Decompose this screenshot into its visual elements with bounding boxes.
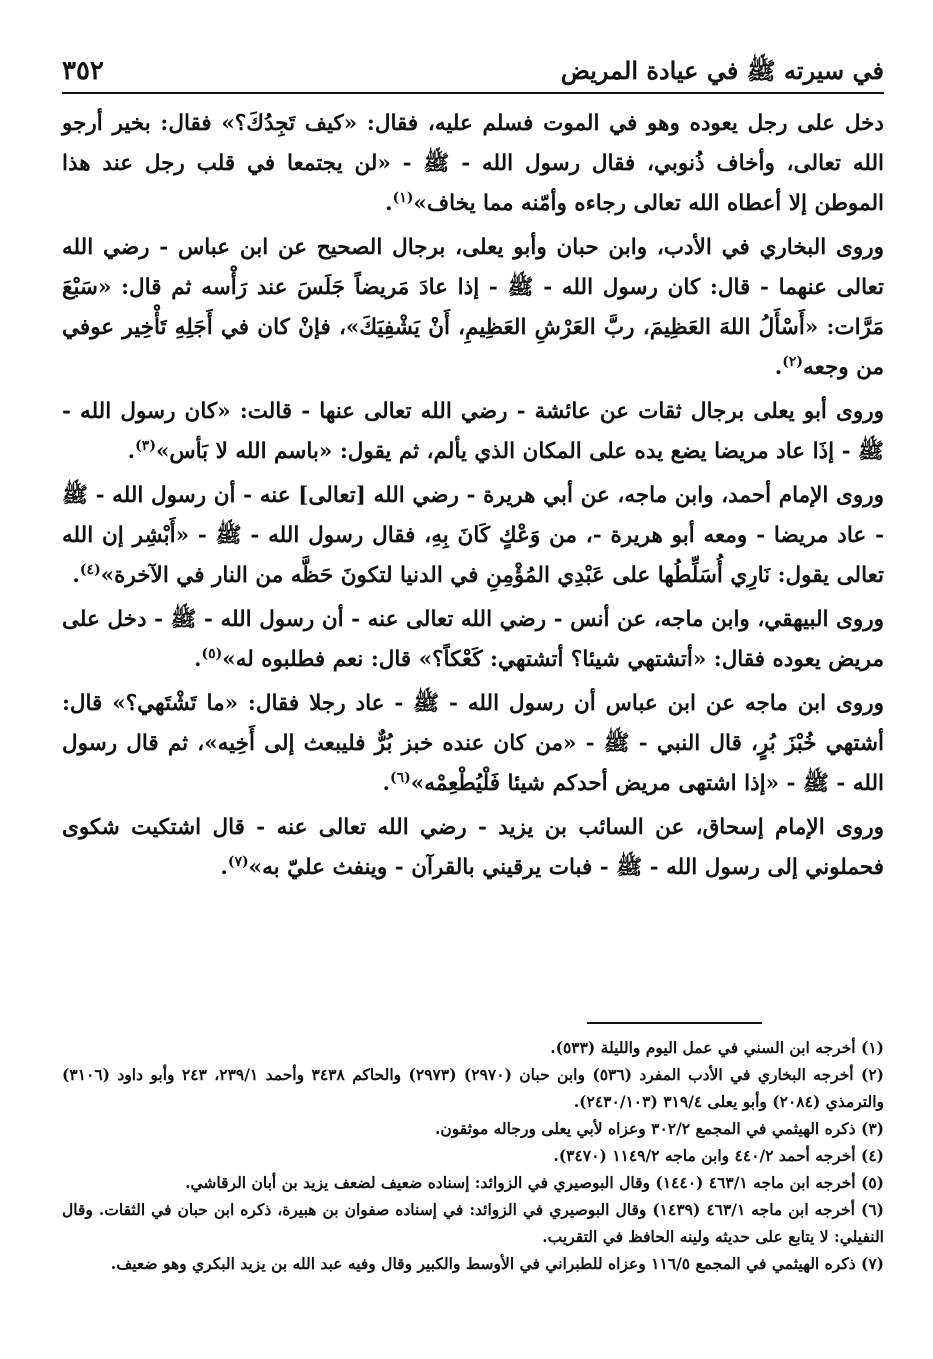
footnotes xyxy=(62,1034,884,1277)
paragraph-text: وروى الإمام إسحاق، عن السائب بن يزيد - رضي الله تعالى عنه - قال اشتكيت شكوى فحملوني إلى رسول الله - ﷺ - فبات يرقيني بالقرآن - وينفث عليّ به» xyxy=(62,815,884,880)
running-title: في سيرته ﷺ في عيادة المريض xyxy=(560,56,884,85)
paragraph-5 xyxy=(62,600,884,680)
paragraph-end: . xyxy=(220,855,228,880)
footnote-5: (٥) أخرجه ابن ماجه ٤٦٣/١ (١٤٤٠) وقال البوصيري في الزوائد: إسناده ضعيف لضعف يزيد بن أبان الرقاشي. xyxy=(185,1173,884,1192)
paragraph-text: وروى الإمام أحمد، وابن ماجه، عن أبي هريرة - رضي الله [تعالى] عنه - أن رسول الله - ﷺ - عاد مريضا - ومعه أبو هريرة -، من وَعْكٍ كَانَ بِهِ، فقال رسول الله - ﷺ - «أَبْشِر إن الله تعالى يقول: نَارِي أُسَلِّطُها على عَبْدِي المُؤْمِنِ في الدنيا لتكونَ حَظَّه من النار في الآخرة» xyxy=(62,483,884,588)
paragraph-6 xyxy=(62,684,884,804)
paragraph-end: . xyxy=(194,647,202,672)
paragraph-2 xyxy=(62,228,884,388)
footnote-ref: (٢) xyxy=(782,353,804,370)
footnote-4: (٤) أخرجه أحمد ٤٤٠/٢ وابن ماجه ١١٤٩/٢ (٣٤٧٠). xyxy=(553,1146,884,1165)
footnote-3: (٣) ذكره الهيثمي في المجمع ٣٠٢/٢ وعزاه لأبي يعلى ورجاله موثقون. xyxy=(434,1119,884,1138)
footnote-ref: (٦) xyxy=(389,769,411,786)
footnote-divider xyxy=(587,1022,762,1024)
footnote-7: (٧) ذكره الهيثمي في المجمع ١١٦/٥ وعزاه للطبراني في الأوسط والكبير وقال وفيه عبد الله بن يزيد البكري وهو ضعيف. xyxy=(110,1254,884,1273)
paragraph-text: دخل على رجل يعوده وهو في الموت فسلم عليه، فقال: «كيف تَجِدُكَ؟» فقال: بخير أرجو الله تعالى، وأخاف ذُنوبي، فقال رسول الله - ﷺ - «لن يجتمعا في قلب رجل عند هذا الموطن إلا أعطاه الله تعالى رجاءه وأمّنه مما يخاف» xyxy=(62,111,884,216)
paragraph-end: . xyxy=(385,191,393,216)
footnote-6: (٦) أخرجه ابن ماجه ٤٦٣/١ (١٤٣٩) وقال البوصيري في الزوائد: في إسناده صفوان بن هبيرة، ذكره ابن حبان في الثقات. وقال النفيلي: لا يتابع على حديثه ولينه الحافظ في التقريب. xyxy=(62,1200,884,1246)
footnote-ref: (٤) xyxy=(79,561,101,578)
paragraph-text: وروى أبو يعلى برجال ثقات عن عائشة - رضي الله تعالى عنها - قالت: «كان رسول الله - ﷺ - إذَا عاد مريضا يضع يده على المكان الذي يألم، ثم يقول: «باسم الله لا بَأس» xyxy=(62,399,884,464)
paragraph-end: . xyxy=(774,355,783,380)
paragraph-text: وروى ابن ماجه عن ابن عباس أن رسول الله - ﷺ - عاد رجلا فقال: «ما تَشْتَهي؟» قال: أشتهي خُبْزَ بُرٍ، قال النبي - ﷺ - «من كان عنده خبز بُرٌّ فليبعث إلى أَخِيه»، ثم قال رسول الله - ﷺ - «إذا اشتهى مريض أحدكم شيئا فَلْيُطْعِمْه» xyxy=(62,691,884,796)
paragraph-text: وروى البخاري في الأدب، وابن حبان وأبو يعلى، برجال الصحيح عن ابن عباس - رضي الله تعالى عنهما - قال: كان رسول الله - ﷺ - إذا عادَ مَريضاً جَلَسَ عند رَأْسه ثم قال: «سَبْعَ مَرَّات: «أَسْأَلُ اللهَ العَظِيمَ، ربَّ العَرْشِ العَظِيمِ، أَنْ يَشْفِيَكَ»، فإنْ كان في أَجَلِهِ تَأْخِير عوفي من وجعه xyxy=(62,235,884,380)
main-text xyxy=(62,104,884,888)
page-header xyxy=(62,50,884,92)
paragraph-7 xyxy=(62,808,884,888)
paragraph-1 xyxy=(62,104,884,224)
footnote-ref: (٥) xyxy=(201,645,223,662)
header-divider xyxy=(62,92,884,94)
footnote-2: (٢) أخرجه البخاري في الأدب المفرد (٥٣٦) وابن حبان (٢٩٧٠) (٢٩٧٣) والحاكم ٣٤٣٨ وأحمد ٢٣٩/١، ٢٤٣ وأبو داود (٣١٠٦) والترمذي (٢٠٨٤) وأبو يعلى ٣١٩/٤ (٢٤٣٠/١٠٣). xyxy=(62,1065,885,1111)
paragraph-text: وروى البيهقي، وابن ماجه، عن أنس - رضي الله تعالى عنه - أن رسول الله - ﷺ - دخل على مريض يعوده فقال: «أتشتهي شيئا؟ أتشتهي: كَعْكاً؟» قال: نعم فطلبوه له» xyxy=(62,607,884,672)
paragraph-4 xyxy=(62,476,884,596)
page-number: ٣٥٢ xyxy=(62,56,104,86)
paragraph-end: . xyxy=(72,563,80,588)
paragraph-end: . xyxy=(127,439,136,464)
footnote-ref: (١) xyxy=(392,189,414,206)
footnote-1: (١) أخرجه ابن السني في عمل اليوم والليلة (٥٣٣). xyxy=(550,1038,884,1057)
footnote-ref: (٧) xyxy=(227,853,249,870)
paragraph-end: . xyxy=(382,771,390,796)
footnote-ref: (٣) xyxy=(135,437,156,454)
paragraph-3 xyxy=(62,392,884,472)
